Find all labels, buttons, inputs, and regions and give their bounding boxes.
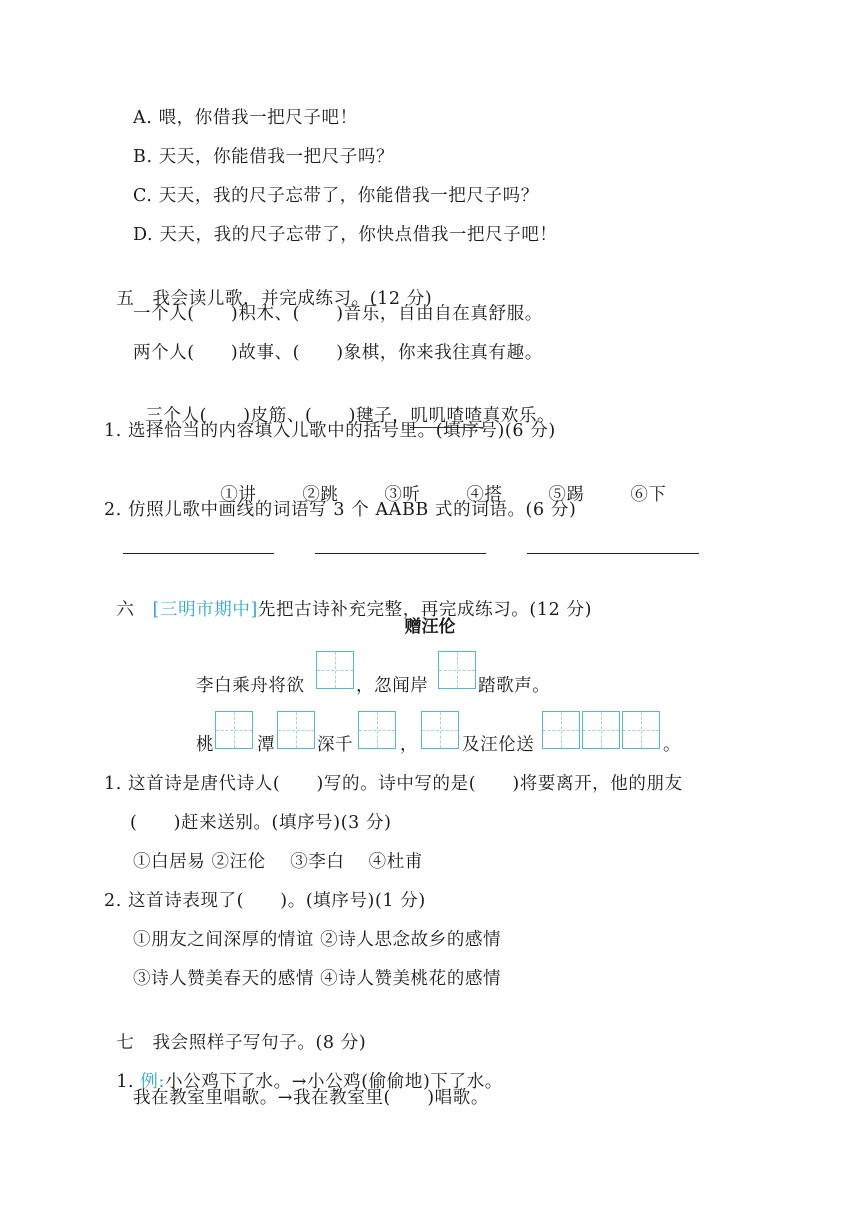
poem-line-2-b: 潭 [257, 735, 276, 755]
answer-blank-1[interactable] [123, 553, 274, 554]
char-box[interactable] [421, 711, 459, 749]
poem-line-1-b: ，忽闻岸 [356, 676, 429, 696]
section-6-title: 先把古诗补充完整，再完成练习。(12 分) [257, 600, 592, 620]
char-box[interactable] [215, 711, 253, 749]
poem-line-1-a: 李白乘舟将欲 [196, 676, 305, 696]
choice-d: D. 天天，我的尺子忘带了，你快点借我一把尺子吧！ [133, 225, 558, 245]
option-4: ④搭 [466, 485, 503, 505]
sec6-question-2: 2. 这首诗表现了( )。(填序号)(1 分) [104, 891, 426, 911]
sec6-question-2-options-2: ③诗人赞美春天的感情 ④诗人赞美桃花的感情 [133, 969, 502, 989]
sec6-question-1-a: 1. 这首诗是唐代诗人( )写的。诗中写的是( )将要离开，他的朋友 [104, 774, 683, 794]
sec7-question-number: 1. [116, 1072, 135, 1092]
char-box[interactable] [358, 711, 396, 749]
rhyme-line-1: 一个人( )积木、( )音乐，自由自在真舒服。 [133, 304, 543, 324]
answer-blank-3[interactable] [527, 553, 699, 554]
answer-blank-2[interactable] [315, 553, 486, 554]
poem-title: 赠汪伦 [404, 617, 456, 637]
option-2: ②跳 [302, 485, 339, 505]
option-1: ①讲 [220, 485, 257, 505]
char-box[interactable] [582, 711, 620, 749]
char-box[interactable] [438, 651, 476, 689]
char-box[interactable] [277, 711, 315, 749]
source-tag: [三明市期中] [152, 600, 258, 620]
section-5-title: 我会读儿歌，并完成练习。(12 分) [152, 289, 433, 309]
sec6-question-2-options-1: ①朋友之间深厚的情谊 ②诗人思念故乡的感情 [133, 930, 502, 950]
rhyme-line-2: 两个人( )故事、( )象棋，你来我往真有趣。 [133, 343, 543, 363]
example-label: 例: [140, 1072, 166, 1092]
section-7-number: 七 [116, 1033, 135, 1053]
section-7-title: 我会照样子写句子。(8 分) [152, 1033, 367, 1053]
example-sentence: 小公鸡下了水。→小公鸡(偷偷地)下了水。 [165, 1072, 503, 1092]
choice-a: A. 喂，你借我一把尺子吧！ [133, 108, 358, 128]
poem-line-2-a: 桃 [196, 735, 215, 755]
char-box[interactable] [316, 651, 354, 689]
section-5-number: 五 [116, 289, 135, 309]
section-6-number: 六 [116, 600, 135, 620]
char-box[interactable] [542, 711, 580, 749]
rhyme-line-3-end: 真欢乐。 [482, 406, 556, 426]
poem-line-2-c: 深千 [317, 735, 354, 755]
choice-c: C. 天天，我的尺子忘带了，你能借我一把尺子吗？ [133, 186, 539, 206]
underlined-word: 叽叽喳喳 [410, 406, 483, 426]
sec6-question-1-b: ( )赶来送别。(填序号)(3 分) [130, 813, 392, 833]
option-3: ③听 [384, 485, 421, 505]
sec7-task: 我在教室里唱歌。→我在教室里( )唱歌。 [133, 1088, 489, 1108]
char-box[interactable] [622, 711, 660, 749]
poem-line-2-d: ， [400, 735, 419, 755]
option-6: ⑥下 [630, 485, 667, 505]
poem-line-2-e: 及汪伦送 [462, 735, 535, 755]
choice-b: B. 天天，你能借我一把尺子吗？ [133, 147, 395, 167]
sec6-question-1-options: ①白居易 ②汪伦 ③李白 ④杜甫 [133, 852, 423, 872]
sec5-question-1: 1. 选择恰当的内容填入儿歌中的括号里。(填序号)(6 分) [104, 421, 556, 441]
rhyme-line-3-start: 三个人( )皮筋、( )毽子， [145, 406, 411, 426]
poem-line-2-f: 。 [663, 735, 682, 755]
sec5-question-2: 2. 仿照儿歌中画线的词语写 3 个 AABB 式的词语。(6 分) [104, 500, 577, 520]
option-5: ⑤踢 [548, 485, 585, 505]
poem-line-1-c: 踏歌声。 [478, 676, 551, 696]
